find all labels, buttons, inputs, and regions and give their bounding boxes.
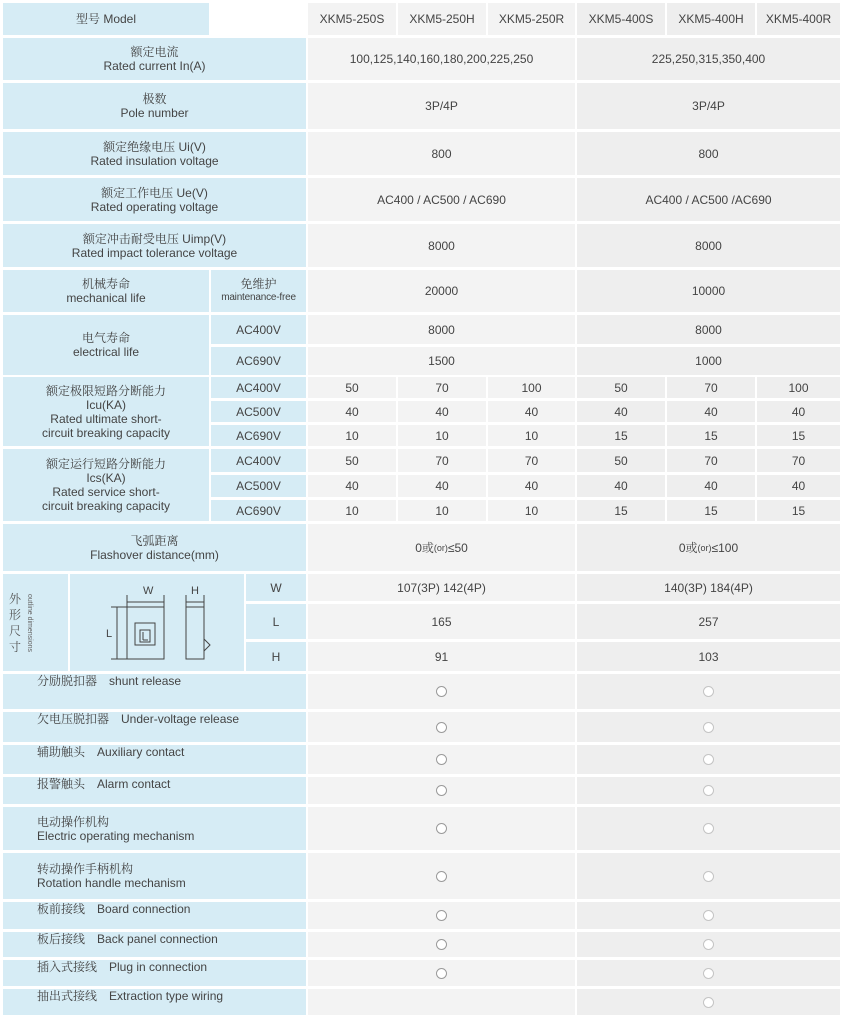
- option-circle-icon: [703, 968, 714, 979]
- ics-value: [488, 500, 575, 521]
- outline-vertical-label: [9, 574, 36, 671]
- accessory-cn: 板前接线: [37, 902, 86, 916]
- dimension-key: W: [270, 580, 282, 595]
- capacity-value: 40: [704, 479, 718, 493]
- capacity-value: 40: [435, 479, 449, 493]
- model-name: XKM5-400H: [678, 12, 744, 26]
- mechanical-life-value: 10000: [691, 284, 726, 298]
- accessory-label: [3, 745, 306, 774]
- electrical-life-value: 8000: [428, 322, 455, 337]
- outline-value-400: [577, 574, 840, 601]
- mechanical-life-cn: 机械寿命: [81, 277, 130, 291]
- accessory-availability-250: [308, 712, 575, 742]
- flashover-or: (or): [433, 542, 448, 553]
- ics-voltage: [211, 449, 306, 472]
- electrical-life-value: 1000: [695, 354, 722, 368]
- capacity-value: 40: [524, 479, 539, 493]
- icu-voltage: [211, 425, 306, 446]
- accessory-availability-400: [577, 853, 840, 899]
- ics-value: [757, 500, 840, 521]
- flashover-value: 0或: [415, 540, 434, 555]
- maintenance-free-cn: 免维护: [240, 277, 277, 291]
- accessory-en: Back panel connection: [97, 932, 218, 946]
- accessory-label: [3, 989, 306, 1015]
- capacity-value: 10: [524, 428, 539, 443]
- model-title: 型号 Model: [75, 12, 137, 26]
- accessory-label: [3, 960, 306, 986]
- capacity-value: 40: [614, 404, 628, 419]
- capacity-value: 15: [614, 503, 628, 518]
- option-circle-icon: [436, 785, 447, 796]
- mechanical-life-value: 20000: [424, 284, 459, 298]
- outline-value-250: [308, 604, 575, 639]
- ics-value: [757, 449, 840, 472]
- impact-voltage-value: 8000: [428, 238, 455, 253]
- capacity-value: 40: [791, 404, 806, 419]
- ics-value: [488, 475, 575, 497]
- icu-value: [577, 401, 665, 422]
- model-column-header: [577, 3, 665, 35]
- outline-en: outline dimensions: [26, 593, 34, 652]
- capacity-value: 70: [435, 380, 449, 395]
- electrical-life-value: 1500: [428, 354, 455, 368]
- flashover-value: ≤50: [447, 540, 468, 555]
- ics-value: [398, 449, 486, 472]
- impact-voltage-value-400: [577, 224, 840, 267]
- accessory-en: Alarm contact: [97, 777, 171, 791]
- capacity-value: 40: [345, 404, 359, 419]
- accessory-en: Under-voltage release: [121, 712, 240, 726]
- option-circle-icon: [703, 722, 714, 733]
- operating-voltage-label-cn: 额定工作电压 Ue(V): [101, 185, 208, 200]
- insulation-voltage-value-250: [308, 132, 575, 175]
- accessory-cn: 抽出式接线: [37, 989, 98, 1003]
- accessory-cn: 电动操作机构: [37, 814, 110, 829]
- capacity-value: 40: [614, 479, 628, 493]
- capacity-value: 10: [435, 428, 449, 443]
- accessory-availability-250: [308, 902, 575, 929]
- icu-label-cn: 额定极限短路分断能力: [45, 383, 166, 398]
- model-name: XKM5-250R: [498, 12, 565, 26]
- dimension-value: 257: [698, 614, 719, 629]
- accessory-cn: 报警触头: [37, 777, 86, 791]
- mechanical-life-value-250: [308, 270, 575, 312]
- accessory-availability-400: [577, 807, 840, 850]
- capacity-value: 70: [435, 453, 449, 468]
- accessory-availability-400: [577, 989, 840, 1015]
- accessory-label: [3, 712, 306, 742]
- voltage-label: AC500V: [236, 404, 281, 419]
- icu-value: [757, 401, 840, 422]
- electrical-life-voltage: [211, 315, 306, 344]
- capacity-value: 100: [521, 380, 542, 395]
- outline-value-400: [577, 604, 840, 639]
- accessory-label: [3, 932, 306, 957]
- option-circle-icon: [703, 939, 714, 950]
- ics-label-en: Rated service short-: [52, 485, 160, 499]
- ics-voltage: [211, 475, 306, 497]
- accessory-availability-400: [577, 960, 840, 986]
- outline-value-250: [308, 574, 575, 601]
- electrical-life-value-250: [308, 315, 575, 344]
- electrical-life-voltage: [211, 347, 306, 375]
- icu-value: [577, 377, 665, 398]
- rated-current-value: 100,125,140,160,180,200,225,250: [349, 52, 534, 66]
- outline-chars: [9, 591, 21, 655]
- icu-value: [757, 425, 840, 446]
- electrical-life-label: [3, 315, 209, 375]
- icu-value: [667, 377, 755, 398]
- accessory-availability-250: [308, 853, 575, 899]
- voltage-label: AC400V: [236, 322, 281, 337]
- ics-value: [577, 449, 665, 472]
- accessory-cn: 转动操作手柄机构: [37, 862, 134, 876]
- accessory-availability-400: [577, 745, 840, 774]
- icu-value: [398, 377, 486, 398]
- capacity-value: 50: [614, 453, 628, 468]
- pole-number-value-400: [577, 83, 840, 129]
- insulation-voltage-value: 800: [431, 146, 452, 161]
- accessory-availability-250: [308, 674, 575, 709]
- capacity-value: 10: [435, 503, 449, 518]
- capacity-value: 70: [524, 453, 539, 468]
- impact-voltage-value: 8000: [695, 238, 722, 253]
- model-header-label: [3, 3, 209, 35]
- option-circle-icon: [703, 823, 714, 834]
- accessory-availability-400: [577, 932, 840, 957]
- outline-char: 形: [9, 607, 22, 622]
- insulation-voltage-label-en: Rated insulation voltage: [90, 153, 219, 168]
- capacity-value: 50: [614, 380, 628, 395]
- icu-value: [308, 377, 396, 398]
- icu-voltage: [211, 401, 306, 422]
- icu-symbol: Icu(KA): [85, 397, 126, 412]
- accessory-availability-250: [308, 989, 575, 1015]
- pole-number-value: 3P/4P: [692, 99, 725, 113]
- accessory-en: Auxiliary contact: [97, 745, 185, 759]
- accessory-availability-400: [577, 777, 840, 804]
- ics-value: [398, 500, 486, 521]
- flashover-value-250: [308, 524, 575, 571]
- option-circle-icon: [703, 997, 714, 1008]
- insulation-voltage-value: 800: [698, 146, 719, 161]
- dimension-value: 107(3P) 142(4P): [397, 580, 486, 595]
- model-column-header: [398, 3, 486, 35]
- voltage-label: AC690V: [236, 428, 281, 443]
- accessory-cn: 辅助触头: [37, 745, 86, 759]
- ics-value: [308, 475, 396, 497]
- model-column-header: [667, 3, 755, 35]
- rated-current-label-en: Rated current In(A): [103, 59, 206, 73]
- icu-value: [667, 401, 755, 422]
- accessory-label: [3, 777, 306, 804]
- icu-value: [308, 401, 396, 422]
- dimension-value: 91: [434, 649, 449, 664]
- option-circle-icon: [703, 871, 714, 882]
- pole-number-label: [3, 83, 306, 129]
- accessory-availability-250: [308, 777, 575, 804]
- option-circle-icon: [436, 754, 447, 765]
- accessory-cn: 分励脱扣器: [37, 674, 98, 688]
- voltage-label: AC690V: [236, 503, 281, 518]
- outline-dimension-key: [246, 574, 306, 601]
- operating-voltage-value-400: [577, 178, 840, 221]
- ics-value: [667, 500, 755, 521]
- outline-diagram: [70, 574, 244, 671]
- flashover-en: Flashover distance(mm): [90, 547, 219, 562]
- operating-voltage-value: AC400 / AC500 / AC690: [377, 192, 506, 207]
- icu-value: [667, 425, 755, 446]
- model-name: XKM5-400S: [588, 12, 654, 26]
- option-circle-icon: [703, 686, 714, 697]
- icu-value: [488, 401, 575, 422]
- accessory-availability-400: [577, 674, 840, 709]
- model-column-header: [308, 3, 396, 35]
- insulation-voltage-label: [3, 132, 306, 175]
- dimension-key: H: [271, 649, 281, 664]
- accessory-availability-250: [308, 807, 575, 850]
- icu-label-en: circuit breaking capacity: [41, 425, 171, 440]
- dimension-value: 165: [431, 614, 452, 629]
- model-name: XKM5-400R: [765, 12, 832, 26]
- maintenance-free-en: maintenance-free: [221, 292, 296, 303]
- pole-number-label-cn: 极数: [142, 92, 167, 106]
- operating-voltage-label: [3, 178, 306, 221]
- flashover-value-400: [577, 524, 840, 571]
- capacity-value: 15: [791, 503, 806, 518]
- pole-number-value: 3P/4P: [425, 99, 458, 113]
- operating-voltage-value-250: [308, 178, 575, 221]
- ics-value: [577, 500, 665, 521]
- icu-voltage: [211, 377, 306, 398]
- mechanical-life-condition: [211, 270, 306, 312]
- accessory-availability-250: [308, 960, 575, 986]
- accessory-label: [3, 902, 306, 929]
- ics-voltage: [211, 500, 306, 521]
- capacity-value: 50: [345, 380, 359, 395]
- dimension-key: L: [272, 614, 280, 629]
- capacity-value: 15: [704, 428, 718, 443]
- capacity-value: 15: [704, 503, 718, 518]
- impact-voltage-label-en: Rated impact tolerance voltage: [71, 245, 238, 260]
- electrical-life-cn: 电气寿命: [81, 331, 130, 345]
- accessory-availability-250: [308, 932, 575, 957]
- ics-label-en: circuit breaking capacity: [41, 499, 171, 513]
- accessory-cn: 欠电压脱扣器: [37, 712, 110, 726]
- option-circle-icon: [436, 939, 447, 950]
- capacity-value: 70: [704, 380, 718, 395]
- option-circle-icon: [436, 722, 447, 733]
- outline-char: 尺: [9, 623, 22, 638]
- flashover-or: (or): [697, 542, 712, 553]
- outline-char: 寸: [9, 639, 22, 654]
- rated-current-value: 225,250,315,350,400: [651, 52, 766, 66]
- icu-value: [577, 425, 665, 446]
- accessory-cn: 板后接线: [37, 932, 86, 946]
- impact-voltage-label-cn: 额定冲击耐受电压 Uimp(V): [82, 231, 227, 246]
- electrical-life-value-400: [577, 315, 840, 344]
- ics-label-cn: 额定运行短路分断能力: [45, 457, 166, 471]
- outline-char: 外: [9, 591, 22, 606]
- ics-value: [757, 475, 840, 497]
- capacity-value: 40: [345, 479, 359, 493]
- ics-value: [577, 475, 665, 497]
- accessory-en: shunt release: [109, 674, 182, 688]
- option-circle-icon: [703, 754, 714, 765]
- operating-voltage-label-en: Rated operating voltage: [90, 199, 219, 214]
- option-circle-icon: [436, 910, 447, 921]
- model-name: XKM5-250S: [319, 12, 385, 26]
- ics-value: [308, 449, 396, 472]
- capacity-value: 40: [524, 404, 539, 419]
- accessory-availability-400: [577, 712, 840, 742]
- icu-value: [757, 377, 840, 398]
- icu-value: [308, 425, 396, 446]
- option-circle-icon: [436, 823, 447, 834]
- electrical-life-value-250: [308, 347, 575, 375]
- capacity-value: 50: [345, 453, 359, 468]
- accessory-en: Rotation handle mechanism: [37, 876, 186, 890]
- icu-value: [488, 425, 575, 446]
- accessory-cn: 插入式接线: [37, 960, 98, 974]
- accessory-availability-400: [577, 902, 840, 929]
- capacity-value: 100: [788, 380, 809, 395]
- breaker-outline-diagram: [97, 583, 217, 663]
- outline-value-400: [577, 642, 840, 671]
- outline-dimension-key: [246, 642, 306, 671]
- capacity-value: 40: [704, 404, 718, 419]
- outline-value-250: [308, 642, 575, 671]
- icu-value: [398, 425, 486, 446]
- accessory-en: Extraction type wiring: [109, 989, 224, 1003]
- rated-current-label-cn: 额定电流: [130, 45, 179, 59]
- diagram-w-label: W: [143, 584, 154, 597]
- accessory-en: Electric operating mechanism: [37, 828, 195, 843]
- icu-value: [488, 377, 575, 398]
- capacity-value: 70: [704, 453, 718, 468]
- ics-value: [667, 475, 755, 497]
- voltage-label: AC400V: [236, 380, 281, 395]
- diagram-h-label: H: [191, 584, 199, 597]
- flashover-label: [3, 524, 306, 571]
- impact-voltage-value-250: [308, 224, 575, 267]
- icu-label: [3, 377, 209, 446]
- accessory-label: [3, 853, 306, 899]
- voltage-label: AC500V: [236, 479, 281, 493]
- accessory-label: [3, 674, 306, 709]
- model-column-header: [488, 3, 575, 35]
- flashover-cn: 飞弧距离: [130, 533, 179, 548]
- electrical-life-en: electrical life: [72, 345, 140, 359]
- dimension-value: 140(3P) 184(4P): [664, 580, 753, 595]
- diagram-l-label: L: [106, 627, 113, 640]
- accessory-en: Plug in connection: [109, 960, 208, 974]
- outline-dimensions-label: [3, 574, 68, 671]
- model-name: XKM5-250H: [409, 12, 475, 26]
- mechanical-life-en: mechanical life: [66, 291, 146, 305]
- dimension-value: 103: [698, 649, 719, 664]
- option-circle-icon: [703, 785, 714, 796]
- electrical-life-value: 8000: [695, 322, 722, 337]
- rated-current-value-400: [577, 38, 840, 80]
- capacity-value: 10: [345, 428, 359, 443]
- icu-value: [398, 401, 486, 422]
- voltage-label: AC690V: [236, 354, 281, 368]
- insulation-voltage-label-cn: 额定绝缘电压 Ui(V): [103, 139, 206, 154]
- ics-value: [488, 449, 575, 472]
- icu-label-en: Rated ultimate short-: [50, 411, 162, 426]
- ics-label: [3, 449, 209, 521]
- capacity-value: 15: [791, 428, 806, 443]
- flashover-value: 0或: [678, 540, 698, 555]
- model-column-header: [757, 3, 840, 35]
- ics-symbol: Ics(KA): [86, 471, 126, 485]
- flashover-value: ≤100: [711, 540, 739, 555]
- impact-voltage-label: [3, 224, 306, 267]
- option-circle-icon: [436, 686, 447, 697]
- mechanical-life-value-400: [577, 270, 840, 312]
- electrical-life-value-400: [577, 347, 840, 375]
- option-circle-icon: [703, 910, 714, 921]
- capacity-value: 10: [345, 503, 359, 518]
- accessory-availability-250: [308, 745, 575, 774]
- ics-value: [667, 449, 755, 472]
- ics-value: [308, 500, 396, 521]
- capacity-value: 10: [524, 503, 539, 518]
- voltage-label: AC400V: [236, 453, 281, 468]
- operating-voltage-value: AC400 / AC500 /AC690: [645, 192, 772, 207]
- mechanical-life-label: [3, 270, 209, 312]
- option-circle-icon: [436, 968, 447, 979]
- pole-number-label-en: Pole number: [120, 106, 189, 120]
- accessory-label: [3, 807, 306, 850]
- capacity-value: 70: [791, 453, 806, 468]
- accessory-en: Board connection: [97, 902, 191, 916]
- rated-current-value-250: [308, 38, 575, 80]
- insulation-voltage-value-400: [577, 132, 840, 175]
- option-circle-icon: [436, 871, 447, 882]
- outline-dimension-key: [246, 604, 306, 639]
- rated-current-label: [3, 38, 306, 80]
- capacity-value: 40: [435, 404, 449, 419]
- pole-number-value-250: [308, 83, 575, 129]
- capacity-value: 15: [614, 428, 628, 443]
- capacity-value: 40: [791, 479, 806, 493]
- ics-value: [398, 475, 486, 497]
